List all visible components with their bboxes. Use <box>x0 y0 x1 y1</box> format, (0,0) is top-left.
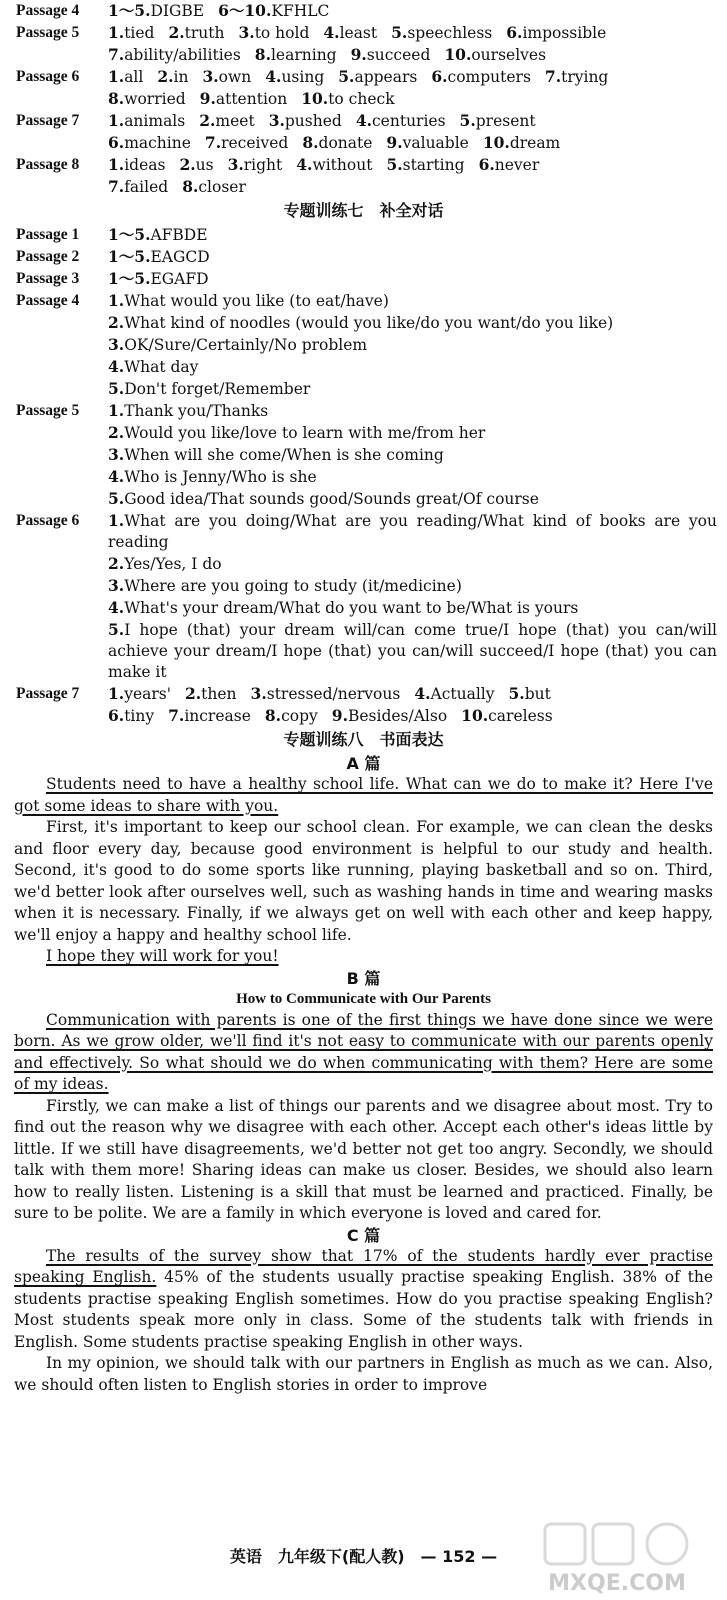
answer-number: 7. <box>108 177 125 196</box>
answer-text: animals <box>124 112 186 130</box>
answer-line <box>108 132 717 154</box>
section-8-title: 专题训练八 书面表达 <box>283 730 444 749</box>
answer-number: 8. <box>254 45 271 64</box>
answer-item <box>323 24 377 42</box>
answer-item <box>108 402 268 420</box>
passage-row <box>0 290 727 400</box>
answer-text: computers <box>447 68 531 86</box>
answer-text: never <box>494 156 540 174</box>
answer-number: 6. <box>478 155 495 174</box>
answer-item <box>444 46 546 64</box>
answer-text: AFBDE <box>150 226 208 244</box>
answer-item <box>108 248 210 266</box>
answer-item <box>205 134 288 152</box>
answer-number: 7. <box>108 45 125 64</box>
answer-line <box>108 553 717 575</box>
answer-number: 7. <box>544 67 562 86</box>
answer-text: least <box>339 24 378 42</box>
answer-item <box>461 707 553 725</box>
answer-item <box>483 134 560 152</box>
answer-text: truth <box>184 24 225 42</box>
essay-a-body: First, it's important to keep our school clean. For example, we can clean the desks and floor every day, because good environment is helpful to our study and health. Second, it's good to do some sports like running, playing basketball and so on. Third, we'd better look after ourselves well, such as washing hands in time and wearing masks when it is necessary. Finally, if we always get on well with each other and keep happy, we'll enjoy a happy and healthy school life. <box>14 818 713 944</box>
answer-item <box>108 24 154 42</box>
passage-label: Passage 6 <box>16 68 80 85</box>
passage-label: Passage 6 <box>16 512 80 529</box>
watermark-text: MXQE.COM <box>548 1571 686 1596</box>
answer-line <box>108 110 717 132</box>
answer-item <box>108 512 717 551</box>
answer-text: meet <box>215 112 255 130</box>
answer-text: What are you doing/What are you reading/What kind of books are you reading <box>108 512 717 551</box>
answer-number: 7. <box>168 706 185 725</box>
answer-item <box>108 446 444 464</box>
answer-number: 5. <box>459 111 476 130</box>
answer-item <box>431 68 531 86</box>
essay-b-body: Firstly, we can make a list of things our parents and we disagree about most. Try to find out the reason why we disagree with each other. Accept each other's ideas little by little. If we still have disagreements, we'd better not get too angry. Secondly, we should talk with them more! Sharing ideas can make us closer. Besides, we should also learn how to really listen. Listening is a skill that must be learned and practiced. Finally, be sure to be polite. We are a family in which everyone is loved and cared for. <box>14 1096 713 1222</box>
answer-line <box>108 400 717 422</box>
answer-number: 10. <box>461 706 489 725</box>
section-6-answers <box>0 0 727 198</box>
answer-number: 2. <box>108 423 125 442</box>
answer-text: learning <box>270 46 337 64</box>
answer-item <box>108 112 185 130</box>
essay-a-closing: I hope they will work for you! <box>46 947 279 965</box>
answer-number: 2. <box>184 684 202 703</box>
essay-c-intro-rest: 45% of the students usually practise speaking English. 38% of the students practise speaking English sometimes. How do you practise speaking English? Most students speak more only in class. Some of the students talk with friends in English. Some students practise speaking English in other ways. <box>14 1268 713 1351</box>
answer-item <box>265 68 324 86</box>
answer-item <box>108 707 154 725</box>
answer-number: 3. <box>108 445 125 464</box>
answer-item <box>108 314 613 332</box>
answer-number: 5. <box>508 684 525 703</box>
answer-item <box>460 112 536 130</box>
essay-b-label: B 篇 <box>346 968 381 988</box>
answer-line <box>108 683 717 705</box>
answer-number: 5. <box>391 23 408 42</box>
answer-line <box>108 224 717 246</box>
answer-number: 10. <box>301 89 329 108</box>
answer-number: 10. <box>482 133 510 152</box>
answer-number: 3. <box>268 111 285 130</box>
answer-text: machine <box>124 134 191 152</box>
answer-text: failed <box>124 178 169 196</box>
answer-line <box>108 246 717 268</box>
passage-row <box>0 0 727 22</box>
answer-item <box>108 599 578 617</box>
answer-line <box>108 334 717 356</box>
answer-item <box>168 24 224 42</box>
answer-item <box>228 156 283 174</box>
answer-number: 6～10. <box>218 1 272 20</box>
answer-text: using <box>281 68 325 86</box>
passage-label: Passage 4 <box>16 2 80 19</box>
answer-text: ability/abilities <box>124 46 241 64</box>
answer-item <box>200 90 288 108</box>
answer-line <box>108 488 717 510</box>
answer-number: 2. <box>199 111 216 130</box>
answer-number: 4. <box>108 467 125 486</box>
answer-line <box>108 619 717 683</box>
answer-number: 6. <box>108 706 125 725</box>
answer-item <box>218 2 329 20</box>
passage-label: Passage 1 <box>16 226 80 243</box>
answer-item <box>269 112 342 130</box>
answer-text: without <box>312 156 373 174</box>
answer-text: Thank you/Thanks <box>124 402 269 420</box>
answer-number: 5. <box>108 379 125 398</box>
passage-row <box>0 510 727 683</box>
answer-number: 1～5. <box>108 1 151 20</box>
passage-row <box>0 224 727 246</box>
answer-item <box>185 685 237 703</box>
answer-text: but <box>524 685 551 703</box>
answer-number: 9. <box>331 706 348 725</box>
answer-item <box>108 292 389 310</box>
answer-line <box>108 466 717 488</box>
essay-c-intro <box>14 1246 713 1354</box>
answer-item <box>108 490 539 508</box>
answer-item <box>108 468 317 486</box>
answer-item <box>332 707 447 725</box>
answer-item <box>179 156 213 174</box>
answer-item <box>301 90 394 108</box>
answer-number: 1～5. <box>108 269 151 288</box>
answer-item <box>302 134 372 152</box>
passage-row <box>0 400 727 510</box>
passage-row <box>0 22 727 66</box>
answer-item <box>239 24 310 42</box>
answer-item <box>199 112 254 130</box>
answer-text: speechless <box>407 24 493 42</box>
answer-line <box>108 0 717 22</box>
answer-number: 3. <box>238 23 255 42</box>
answer-text: EGAFD <box>150 270 209 288</box>
answer-number: 1. <box>108 291 125 310</box>
answer-line <box>108 66 717 88</box>
passage-answers <box>108 22 727 66</box>
passage-answers <box>108 400 727 510</box>
answer-item <box>108 270 209 288</box>
answer-line <box>108 356 717 378</box>
answer-number: 6. <box>108 133 125 152</box>
answer-number: 1. <box>108 23 125 42</box>
answer-line <box>108 22 717 44</box>
answer-text: I hope (that) your dream will/can come true/I hope (that) you can/will achieve your dream/I hope (that) you can/will succeed/I hope (that) you can make it <box>108 621 717 681</box>
answer-line <box>108 422 717 444</box>
answer-text: impossible <box>522 24 607 42</box>
section-7-title: 专题训练七 补全对话 <box>283 201 444 220</box>
answer-text: years' <box>124 685 171 703</box>
answer-item <box>108 46 241 64</box>
answer-text: ideas <box>124 156 166 174</box>
answer-text: us <box>195 156 214 174</box>
answer-text: trying <box>561 68 609 86</box>
answer-number: 2. <box>179 155 196 174</box>
answer-line <box>108 44 717 66</box>
essay-c-body: In my opinion, we should talk with our partners in English as much as we can. Also, we should often listen to English stories in order to improve <box>14 1354 713 1394</box>
answer-number: 3. <box>250 684 267 703</box>
essay-a-label: A 篇 <box>346 754 381 773</box>
passage-answers <box>108 154 727 198</box>
answer-text: to check <box>328 90 395 108</box>
answer-item <box>182 178 246 196</box>
answer-text: centuries <box>372 112 446 130</box>
answer-item <box>414 685 494 703</box>
answer-text: Yes/Yes, I do <box>124 555 222 573</box>
answer-line <box>108 510 717 553</box>
answer-number: 5. <box>386 155 403 174</box>
answer-number: 1. <box>108 511 125 530</box>
section-7-answers <box>0 224 727 727</box>
answer-item <box>391 24 492 42</box>
passage-label: Passage 4 <box>16 292 80 309</box>
passage-row <box>0 246 727 268</box>
answer-item <box>108 178 168 196</box>
answer-text: What day <box>124 358 199 376</box>
passage-row <box>0 683 727 727</box>
answer-number: 4. <box>296 155 313 174</box>
answer-number: 8. <box>264 706 282 725</box>
page-footer: 英语 九年级下(配人教) — 152 — <box>229 1547 498 1566</box>
answer-text: increase <box>184 707 251 725</box>
passage-label: Passage 3 <box>16 270 80 287</box>
answer-number: 7. <box>204 133 222 152</box>
answer-text: in <box>173 68 189 86</box>
answer-text: What kind of noodles (would you like/do you want/do you like) <box>124 314 614 332</box>
passage-answers <box>108 110 727 154</box>
answer-number: 1. <box>108 684 125 703</box>
answer-number: 8. <box>108 89 125 108</box>
answer-number: 9. <box>199 89 216 108</box>
passage-row <box>0 110 727 154</box>
answer-text: EAGCD <box>150 248 210 266</box>
answer-text: valuable <box>402 134 469 152</box>
answer-text: Would you like/love to learn with me/from her <box>124 424 486 442</box>
answer-number: 2. <box>157 67 174 86</box>
answer-number: 1. <box>108 67 125 86</box>
passage-label: Passage 2 <box>16 248 80 265</box>
answer-line <box>108 444 717 466</box>
passage-label: Passage 5 <box>16 24 80 41</box>
passage-label: Passage 5 <box>16 402 80 419</box>
passage-answers <box>108 290 727 400</box>
answer-text: appears <box>354 68 418 86</box>
answer-text: careless <box>488 707 553 725</box>
answer-text: copy <box>281 707 318 725</box>
answer-number: 4. <box>355 111 372 130</box>
answer-item <box>108 685 171 703</box>
answer-text: present <box>475 112 536 130</box>
passage-row <box>0 66 727 110</box>
answer-item <box>108 226 208 244</box>
answer-number: 3. <box>227 155 244 174</box>
answer-item <box>202 68 251 86</box>
watermark-logo <box>517 1520 717 1596</box>
answer-number: 3. <box>202 67 219 86</box>
answer-text: Good idea/That sounds good/Sounds great/Of course <box>124 490 539 508</box>
answer-item <box>509 685 551 703</box>
answer-number: 6. <box>431 67 448 86</box>
answer-item <box>108 90 186 108</box>
answer-text: Who is Jenny/Who is she <box>124 468 317 486</box>
answer-number: 6. <box>506 23 523 42</box>
passage-answers <box>108 246 727 268</box>
answer-item <box>108 424 485 442</box>
passage-answers <box>108 268 727 290</box>
passage-row <box>0 268 727 290</box>
answer-number: 5. <box>108 489 125 508</box>
answer-line <box>108 268 717 290</box>
passage-label: Passage 7 <box>16 685 80 702</box>
essay-b-intro: Communication with parents is one of the first things we have done since we were born. As we grow older, we'll find it's not easy to communicate with our parents openly and effectively. So what should we do when communicating with them? Here are some of my ideas. <box>14 1010 713 1093</box>
answer-text: tiny <box>124 707 155 725</box>
answer-text: pushed <box>284 112 342 130</box>
answer-item <box>506 24 606 42</box>
answer-number: 5. <box>338 67 355 86</box>
answer-line <box>108 378 717 400</box>
answer-text: starting <box>402 156 465 174</box>
answer-item <box>356 112 446 130</box>
passage-label: Passage 8 <box>16 156 80 173</box>
passage-answers <box>108 66 727 110</box>
answer-line <box>108 575 717 597</box>
answer-item <box>255 46 337 64</box>
answer-number: 1. <box>108 155 125 174</box>
answer-text: dream <box>509 134 561 152</box>
answer-line <box>108 705 717 727</box>
answer-line <box>108 597 717 619</box>
answer-number: 5. <box>108 620 125 639</box>
passage-answers <box>108 0 727 22</box>
answer-item <box>479 156 540 174</box>
essay-b-title: How to Communicate with Our Parents <box>236 990 491 1007</box>
passage-answers <box>108 224 727 246</box>
answer-text: ourselves <box>471 46 547 64</box>
answer-text: tied <box>124 24 155 42</box>
essay-c-intro-underlined: The results of the survey show that 17% of the students hardly ever practise speaking English. <box>14 1246 713 1286</box>
answer-number: 2. <box>108 313 125 332</box>
answer-item <box>108 134 191 152</box>
answer-text: closer <box>198 178 246 196</box>
answer-text: When will she come/When is she coming <box>124 446 444 464</box>
answer-item <box>251 685 401 703</box>
answer-text: right <box>243 156 283 174</box>
answer-line <box>108 290 717 312</box>
answer-text: attention <box>215 90 288 108</box>
answer-item <box>108 68 143 86</box>
answer-text: worried <box>124 90 186 108</box>
answer-item <box>545 68 608 86</box>
answer-item <box>351 46 431 64</box>
answer-number: 10. <box>444 45 472 64</box>
answer-item <box>265 707 318 725</box>
answer-number: 8. <box>182 177 199 196</box>
answer-number: 2. <box>108 554 125 573</box>
answer-line <box>108 176 717 198</box>
answer-item <box>108 156 165 174</box>
answer-text: What's your dream/What do you want to be/What is yours <box>124 599 579 617</box>
answer-text: Don't forget/Remember <box>124 380 311 398</box>
answer-text: DIGBE <box>150 2 205 20</box>
answer-number: 1. <box>108 111 125 130</box>
answer-number: 1～5. <box>108 247 151 266</box>
answer-number: 9. <box>350 45 367 64</box>
answer-item <box>168 707 251 725</box>
answer-number: 8. <box>302 133 319 152</box>
answer-text: succeed <box>366 46 431 64</box>
answer-text: own <box>218 68 252 86</box>
answer-text: stressed/nervous <box>266 685 401 703</box>
answer-text: Besides/Also <box>347 707 448 725</box>
answer-number: 4. <box>108 598 125 617</box>
answer-line <box>108 312 717 334</box>
answer-number: 3. <box>108 335 125 354</box>
answer-text: Actually <box>430 685 495 703</box>
answer-text: to hold <box>254 24 310 42</box>
answer-number: 3. <box>108 576 125 595</box>
answer-text: then <box>201 685 237 703</box>
answer-number: 9. <box>386 133 403 152</box>
answer-text: Where are you going to study (it/medicine) <box>124 577 462 595</box>
answer-item <box>157 68 188 86</box>
answer-number: 2. <box>168 23 185 42</box>
essay-a-intro: Students need to have a healthy school life. What can we do to make it? Here I've got some ideas to share with you. <box>14 775 713 815</box>
answer-item <box>108 336 367 354</box>
answer-item <box>108 577 462 595</box>
answer-text: KFHLC <box>271 2 330 20</box>
answer-item <box>108 358 198 376</box>
answer-line <box>108 88 717 110</box>
answer-text: all <box>124 68 144 86</box>
answer-number: 1. <box>108 401 125 420</box>
passage-answers <box>108 510 727 683</box>
passage-row <box>0 154 727 198</box>
answer-number: 1～5. <box>108 225 151 244</box>
answer-item <box>386 156 464 174</box>
answer-text: received <box>221 134 289 152</box>
answer-line <box>108 154 717 176</box>
answer-item <box>338 68 417 86</box>
answer-number: 4. <box>323 23 340 42</box>
answer-number: 4. <box>414 684 431 703</box>
passage-label: Passage 7 <box>16 112 80 129</box>
answer-text: OK/Sure/Certainly/No problem <box>124 336 368 354</box>
answer-text: donate <box>318 134 373 152</box>
answer-item <box>386 134 468 152</box>
answer-item <box>108 2 204 20</box>
answer-item <box>296 156 372 174</box>
answer-item <box>108 380 310 398</box>
answer-number: 4. <box>108 357 125 376</box>
answer-item <box>108 555 222 573</box>
essay-c-label: C 篇 <box>346 1225 381 1245</box>
answer-text: What would you like (to eat/have) <box>124 292 389 310</box>
answer-item <box>108 621 717 681</box>
passage-answers <box>108 683 727 727</box>
answer-number: 4. <box>265 67 282 86</box>
